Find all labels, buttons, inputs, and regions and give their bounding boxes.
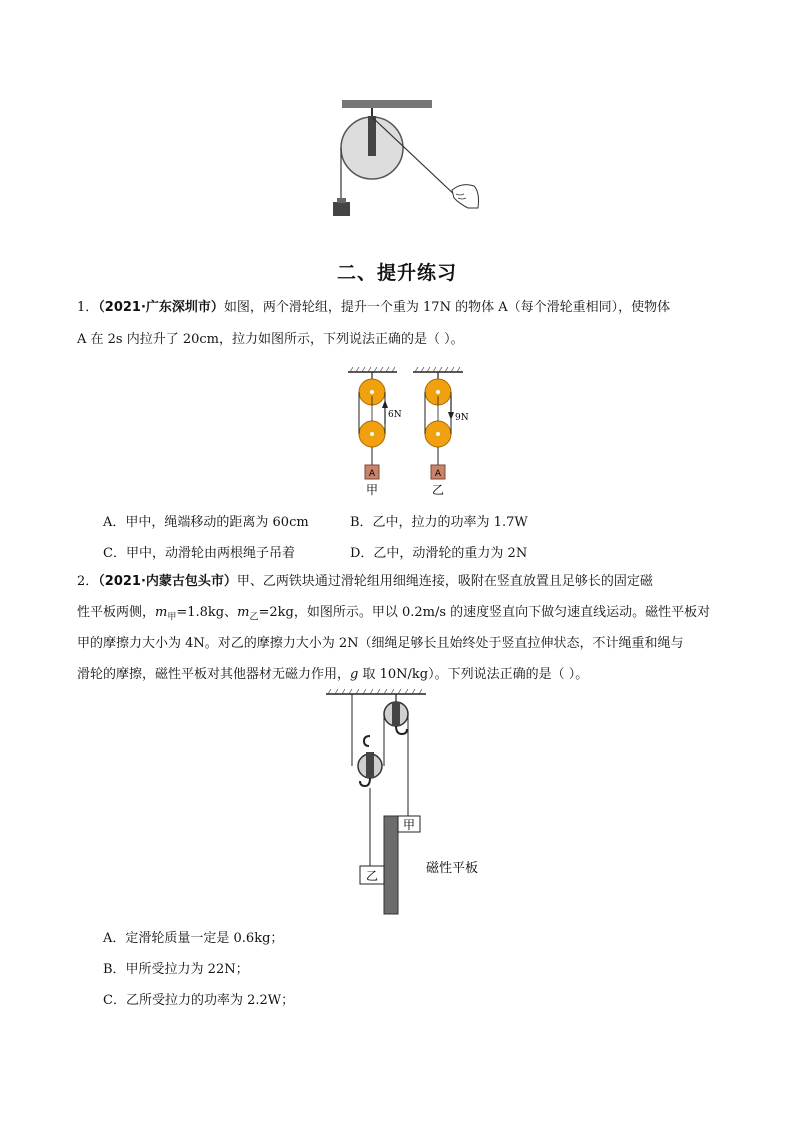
q1-line1 xyxy=(77,299,670,317)
q2-m-symbol: m xyxy=(155,605,168,620)
q2-m-jia-value: =1.8kg、 xyxy=(176,605,238,620)
q2-block-jia: 甲 xyxy=(402,818,416,832)
q1-line2: A 在 2s 内拉升了 20cm，拉力如图所示，下列说法正确的是（ ）。 xyxy=(77,332,464,347)
q2-line1 xyxy=(77,573,653,591)
q1-object-left: A xyxy=(368,469,376,479)
q2-line2-start: 性平板两侧， xyxy=(77,605,156,620)
q1-option-c: C．甲中，动滑轮由两根绳子吊着 xyxy=(103,546,295,561)
top-pulley-figure xyxy=(330,98,490,218)
q2-option-b: B．甲所受拉力为 22N； xyxy=(103,962,249,977)
q2-option-c: C．乙所受拉力的功率为 2.2W； xyxy=(103,993,295,1008)
q2-line4-end: 取 10N/kg）。下列说法正确的是（ ）。 xyxy=(358,667,589,682)
q2-m-symbol-2: m xyxy=(237,605,250,620)
q2-text1: 甲、乙两铁块通过滑轮组用细绳连接，吸附在竖直放置且足够长的固定磁 xyxy=(236,574,653,589)
q1-option-a: A．甲中，绳端移动的距离为 60cm xyxy=(103,515,309,530)
q2-line3: 甲的摩擦力大小为 4N。对乙的摩擦力大小为 2N（细绳足够长且始终处于竖直拉伸状态，不计绳重和绳与 xyxy=(77,636,684,651)
q1-left-force: 6N xyxy=(388,410,402,420)
q2-pulley-figure xyxy=(322,688,512,918)
q2-line4 xyxy=(77,666,588,684)
q2-sub-jia: 甲 xyxy=(167,612,177,623)
q1-caption-yi: 乙 xyxy=(431,483,445,497)
q1-right-force: 9N xyxy=(455,413,469,423)
q2-g-symbol: g xyxy=(350,667,359,682)
q2-line2 xyxy=(77,604,710,627)
q1-caption-jia: 甲 xyxy=(365,483,379,497)
q1-number: 1． xyxy=(77,300,99,315)
q2-sub-yi: 乙 xyxy=(249,612,259,623)
q1-source: （2021·广东深圳市） xyxy=(98,300,224,315)
section-title: 二、提升练习 xyxy=(336,262,457,284)
q1-object-right: A xyxy=(434,469,442,479)
q2-board-label: 磁性平板 xyxy=(426,861,479,876)
q2-m-yi-value: =2kg，如图所示。甲以 0.2m/s 的速度竖直向下做匀速直线运动。磁性平板对 xyxy=(258,605,711,620)
q1-option-b: B．乙中，拉力的功率为 1.7W xyxy=(350,515,528,530)
q2-option-a: A．定滑轮质量一定是 0.6kg； xyxy=(103,931,284,946)
q2-number: 2． xyxy=(77,574,99,589)
q1-text1: 如图，两个滑轮组，提升一个重为 17N 的物体 A（每个滑轮重相同），使物体 xyxy=(223,300,671,315)
q1-pulley-figure xyxy=(345,366,475,500)
q1-option-d: D．乙中，动滑轮的重力为 2N xyxy=(350,546,528,561)
q2-block-yi: 乙 xyxy=(365,869,379,883)
q2-line4-start: 滑轮的摩擦，磁性平板对其他器材无磁力作用， xyxy=(77,667,351,682)
q2-source: （2021·内蒙古包头市） xyxy=(98,574,237,589)
